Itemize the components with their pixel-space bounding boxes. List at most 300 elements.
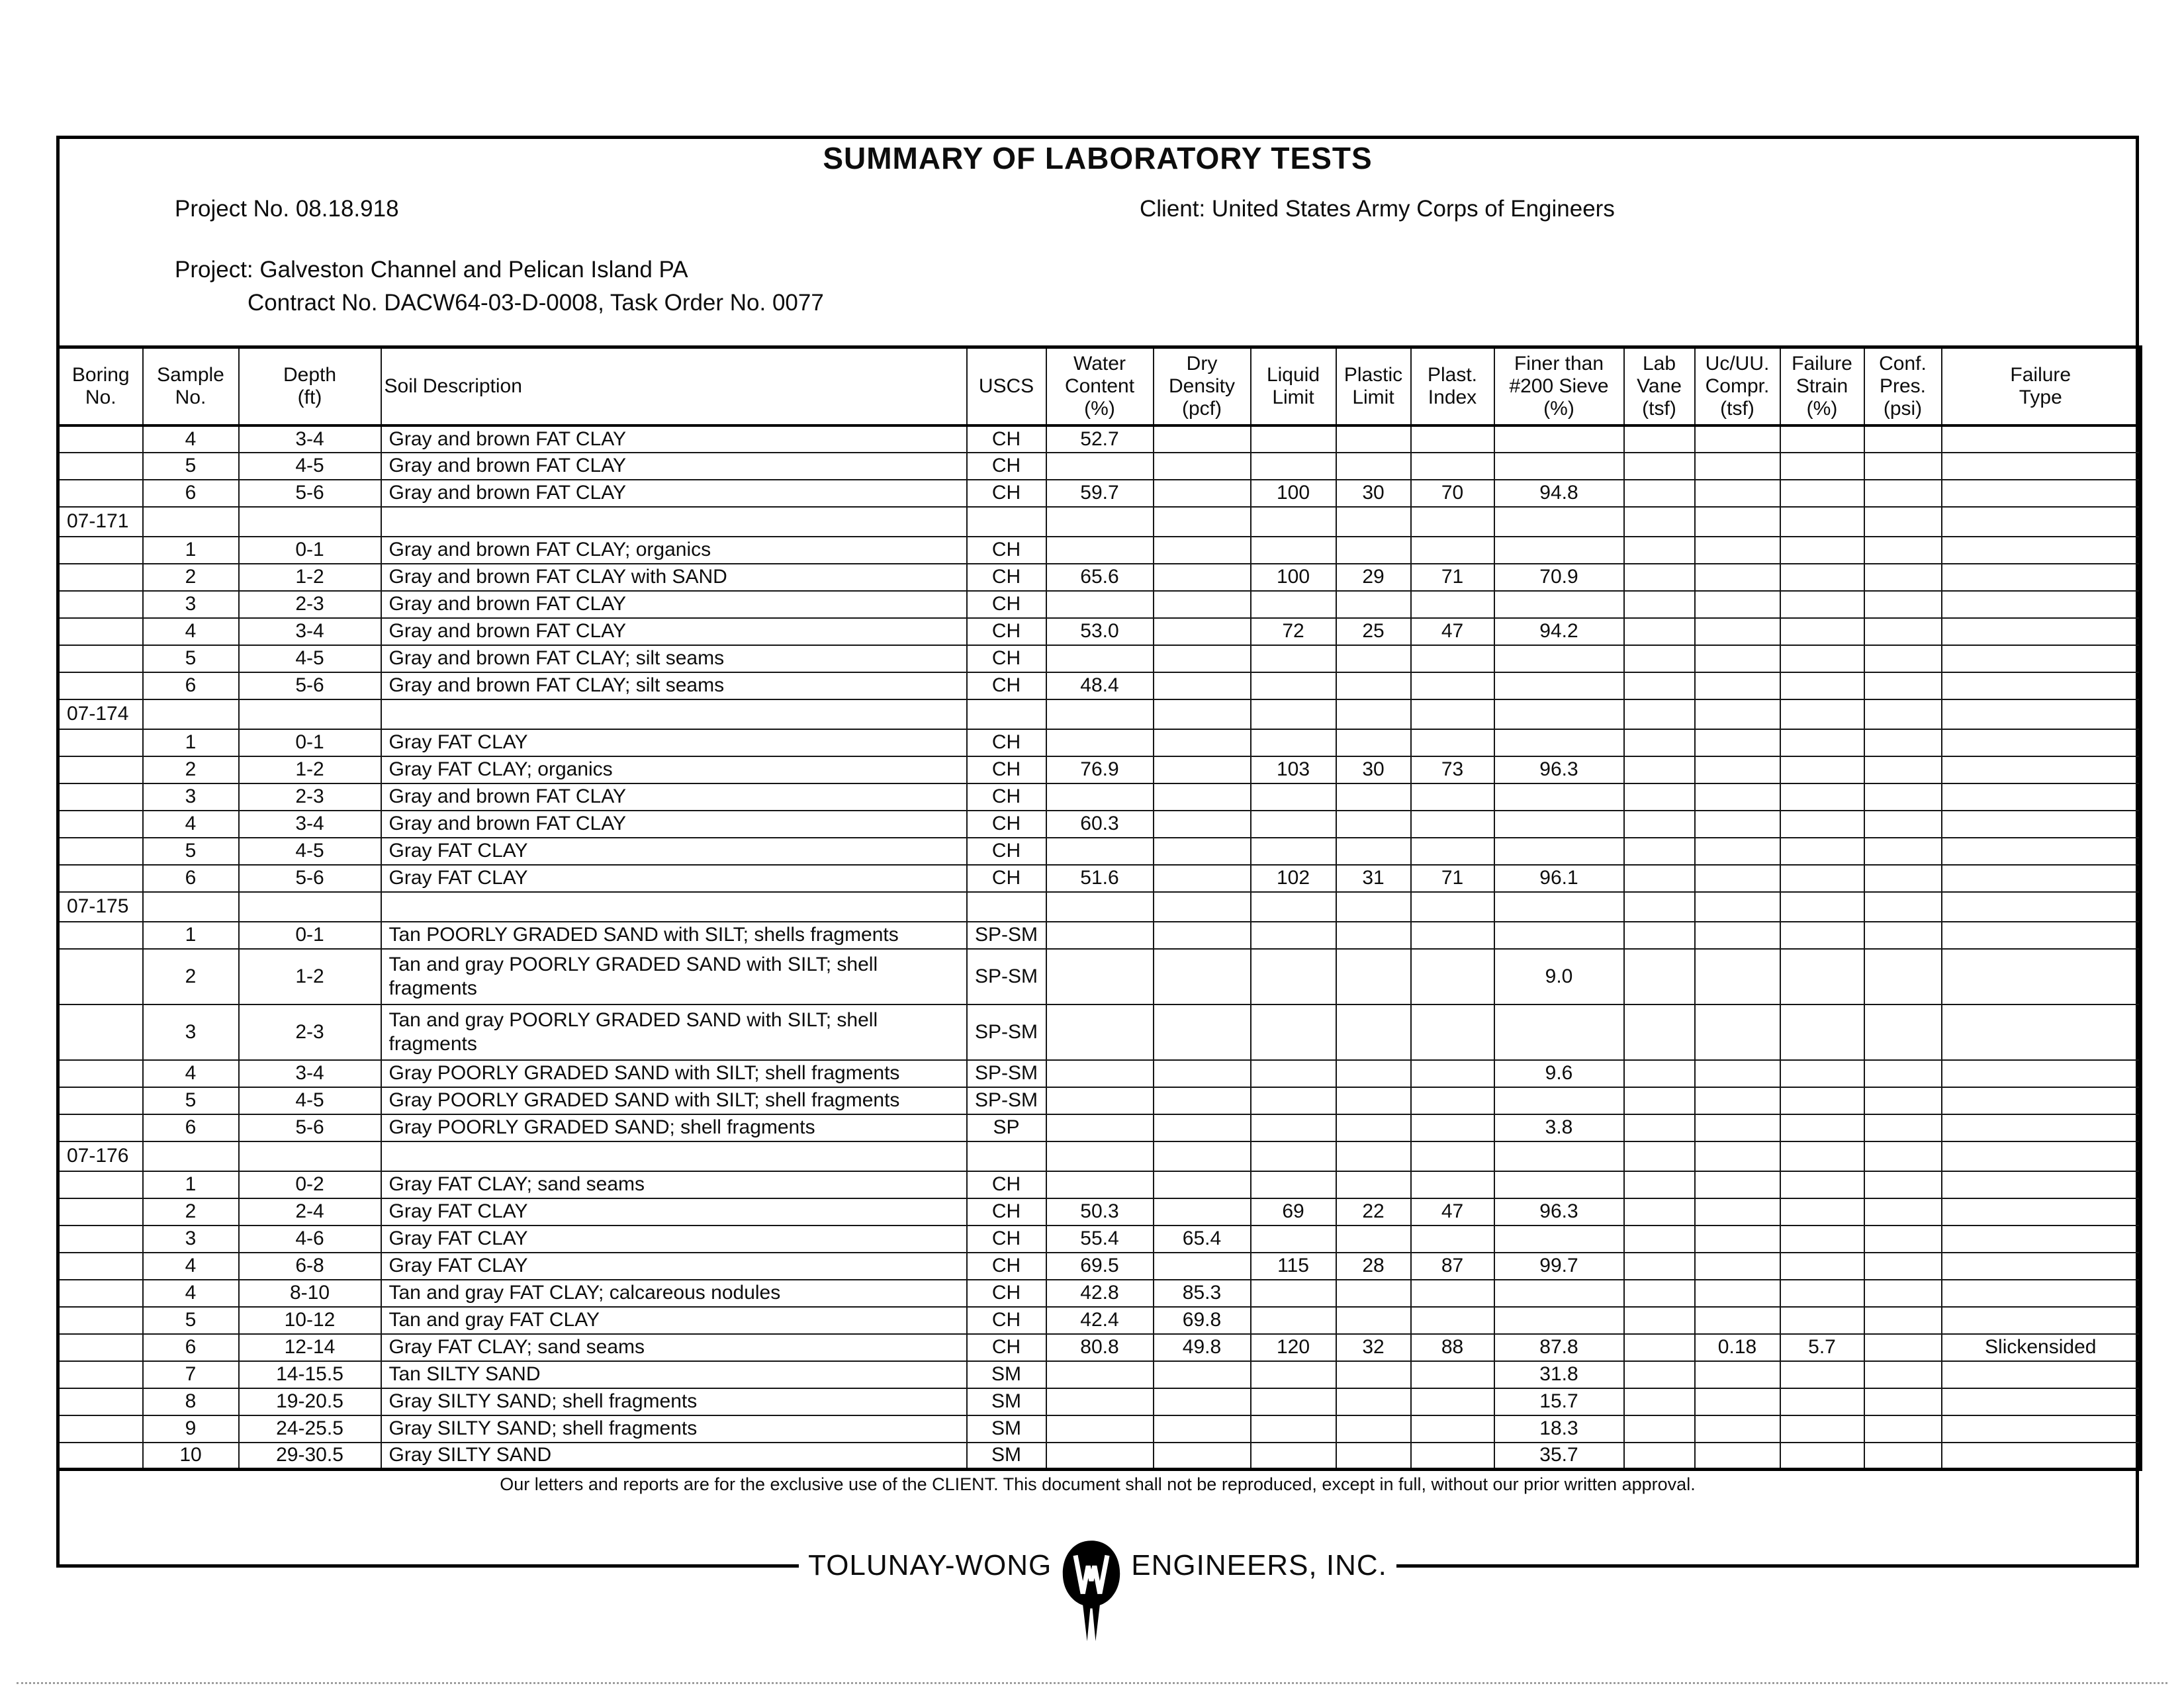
data-cell (1695, 1060, 1780, 1087)
data-cell: 22 (1336, 1198, 1411, 1226)
data-cell: 2 (143, 1198, 239, 1226)
data-cell: Gray and brown FAT CLAY (381, 591, 967, 618)
data-cell: 5 (143, 453, 239, 480)
data-cell: 0-2 (239, 1171, 381, 1198)
data-cell (1942, 892, 2141, 922)
data-cell (1864, 1443, 1942, 1470)
data-cell: 115 (1251, 1253, 1336, 1280)
data-cell (1154, 564, 1251, 591)
data-cell: 4 (143, 618, 239, 645)
data-cell (1864, 892, 1942, 922)
data-cell (1411, 591, 1494, 618)
data-cell: 31 (1336, 865, 1411, 892)
data-cell (1780, 618, 1864, 645)
data-cell: Gray FAT CLAY (381, 1253, 967, 1280)
data-cell (1154, 1361, 1251, 1388)
data-cell: 87 (1411, 1253, 1494, 1280)
data-cell (1336, 1114, 1411, 1141)
data-cell (1780, 507, 1864, 537)
data-cell (1336, 949, 1411, 1004)
data-cell (1864, 1253, 1942, 1280)
data-cell (1494, 425, 1624, 453)
data-cell: 4 (143, 1253, 239, 1280)
data-cell (1624, 618, 1695, 645)
data-cell (1624, 1226, 1695, 1253)
data-cell (1251, 949, 1336, 1004)
sample-row (58, 1307, 2141, 1334)
data-cell: 4-6 (239, 1226, 381, 1253)
data-cell (1942, 1004, 2141, 1060)
data-cell (1154, 1114, 1251, 1141)
data-cell: 31.8 (1494, 1361, 1624, 1388)
data-cell (58, 1415, 143, 1443)
data-cell (1154, 453, 1251, 480)
data-cell (1494, 1171, 1624, 1198)
data-cell (1780, 1087, 1864, 1114)
data-cell (1251, 1415, 1336, 1443)
data-cell: 73 (1411, 756, 1494, 783)
data-cell (58, 1226, 143, 1253)
boring-no-cell: 07-174 (58, 699, 143, 729)
data-cell (1942, 645, 2141, 672)
boring-separator-row (58, 1141, 2141, 1171)
data-cell (1942, 922, 2141, 949)
data-cell (1411, 453, 1494, 480)
data-cell (1624, 949, 1695, 1004)
data-cell (1780, 591, 1864, 618)
data-cell (143, 1141, 239, 1171)
data-cell (1624, 756, 1695, 783)
data-cell (1780, 1060, 1864, 1087)
boring-no-cell: 07-175 (58, 892, 143, 922)
data-cell (1695, 699, 1780, 729)
data-cell (1695, 1226, 1780, 1253)
sample-row (58, 1060, 2141, 1087)
data-cell: CH (967, 1307, 1046, 1334)
data-cell (1494, 838, 1624, 865)
data-cell (1336, 1280, 1411, 1307)
data-cell (1695, 838, 1780, 865)
data-cell: 5-6 (239, 480, 381, 507)
data-cell: 69.5 (1046, 1253, 1154, 1280)
data-cell (1411, 1307, 1494, 1334)
data-cell (1624, 507, 1695, 537)
data-cell (1780, 1307, 1864, 1334)
data-cell (58, 453, 143, 480)
data-cell: 103 (1251, 756, 1336, 783)
data-cell (1046, 922, 1154, 949)
data-cell (1864, 591, 1942, 618)
data-cell (1624, 783, 1695, 811)
header-cell: Failure Type (1942, 347, 2141, 425)
data-cell (1411, 1060, 1494, 1087)
data-cell: 29-30.5 (239, 1443, 381, 1470)
header-cell: Uc/UU. Compr. (tsf) (1695, 347, 1780, 425)
data-cell: 120 (1251, 1334, 1336, 1361)
data-cell (1154, 1443, 1251, 1470)
data-cell (58, 811, 143, 838)
data-cell: CH (967, 1171, 1046, 1198)
data-cell (1942, 537, 2141, 564)
data-cell (1695, 618, 1780, 645)
data-cell (239, 892, 381, 922)
data-cell (1864, 1087, 1942, 1114)
data-cell (1864, 1060, 1942, 1087)
data-cell: 0-1 (239, 922, 381, 949)
data-cell (1251, 1280, 1336, 1307)
data-cell (1695, 1114, 1780, 1141)
contract-line: Contract No. DACW64-03-D-0008, Task Order No. 0077 (248, 290, 824, 316)
data-cell (1154, 1198, 1251, 1226)
data-cell (1411, 1415, 1494, 1443)
data-cell (58, 618, 143, 645)
data-cell (1336, 1087, 1411, 1114)
data-cell (1624, 1334, 1695, 1361)
data-cell: 3 (143, 591, 239, 618)
data-cell: 4 (143, 1060, 239, 1087)
data-cell: Gray FAT CLAY; organics (381, 756, 967, 783)
data-cell (1336, 672, 1411, 699)
data-cell (1942, 1443, 2141, 1470)
client-line: Client: United States Army Corps of Engineers (1140, 196, 1615, 222)
data-cell: 48.4 (1046, 672, 1154, 699)
data-cell: Gray FAT CLAY (381, 838, 967, 865)
data-cell: 6 (143, 1334, 239, 1361)
data-cell: 8 (143, 1388, 239, 1415)
data-cell (1046, 1415, 1154, 1443)
data-cell (1494, 892, 1624, 922)
data-cell (1695, 537, 1780, 564)
data-cell (1780, 1443, 1864, 1470)
data-cell: CH (967, 618, 1046, 645)
data-cell (1494, 729, 1624, 756)
data-cell: Gray and brown FAT CLAY; silt seams (381, 672, 967, 699)
data-cell: 5 (143, 1087, 239, 1114)
header-cell: Boring No. (58, 347, 143, 425)
data-cell (58, 922, 143, 949)
data-cell (1251, 838, 1336, 865)
data-cell: 51.6 (1046, 865, 1154, 892)
data-cell (1864, 618, 1942, 645)
data-cell (1624, 645, 1695, 672)
data-cell (1494, 811, 1624, 838)
data-cell (1780, 729, 1864, 756)
data-cell (1251, 811, 1336, 838)
sample-row (58, 1253, 2141, 1280)
data-cell: 2 (143, 756, 239, 783)
data-cell (1780, 672, 1864, 699)
boring-separator-row (58, 699, 2141, 729)
data-cell (1780, 564, 1864, 591)
data-cell (1624, 1280, 1695, 1307)
data-cell (1046, 783, 1154, 811)
data-cell: CH (967, 480, 1046, 507)
data-cell (1154, 480, 1251, 507)
data-cell: Gray and brown FAT CLAY (381, 453, 967, 480)
data-cell (1695, 672, 1780, 699)
data-cell (1864, 480, 1942, 507)
data-cell (1780, 1141, 1864, 1171)
data-cell (1624, 1171, 1695, 1198)
data-cell (1154, 729, 1251, 756)
data-cell (1942, 729, 2141, 756)
data-cell (1695, 564, 1780, 591)
data-cell: 1 (143, 729, 239, 756)
data-cell (58, 1087, 143, 1114)
sample-row (58, 1004, 2141, 1060)
data-cell (1624, 865, 1695, 892)
data-cell: CH (967, 838, 1046, 865)
sample-row (58, 1415, 2141, 1443)
data-cell (1336, 1443, 1411, 1470)
data-cell: 4-5 (239, 1087, 381, 1114)
data-cell: Tan and gray POORLY GRADED SAND with SILT; shell fragments (381, 1004, 967, 1060)
data-cell: CH (967, 591, 1046, 618)
boring-no-cell: 07-176 (58, 1141, 143, 1171)
data-cell: 3-4 (239, 618, 381, 645)
data-cell: 9.6 (1494, 1060, 1624, 1087)
data-cell (1494, 453, 1624, 480)
data-cell (1864, 949, 1942, 1004)
data-cell (1046, 1141, 1154, 1171)
data-cell (239, 699, 381, 729)
data-cell (1780, 756, 1864, 783)
data-cell (1154, 922, 1251, 949)
data-cell: Gray SILTY SAND; shell fragments (381, 1415, 967, 1443)
data-cell (1251, 1226, 1336, 1253)
data-cell (1864, 1198, 1942, 1226)
data-cell (381, 507, 967, 537)
data-cell: Tan and gray FAT CLAY; calcareous nodules (381, 1280, 967, 1307)
data-cell: CH (967, 756, 1046, 783)
data-cell: 5.7 (1780, 1334, 1864, 1361)
data-cell: 14-15.5 (239, 1361, 381, 1388)
data-cell (1046, 645, 1154, 672)
data-cell (1864, 838, 1942, 865)
data-cell: 71 (1411, 564, 1494, 591)
footer-rule-right (1396, 1564, 2139, 1568)
data-cell: SP-SM (967, 1087, 1046, 1114)
data-cell: CH (967, 729, 1046, 756)
data-cell: 18.3 (1494, 1415, 1624, 1443)
data-cell (1336, 1307, 1411, 1334)
data-cell (1780, 865, 1864, 892)
data-cell (1864, 729, 1942, 756)
data-cell (381, 699, 967, 729)
data-cell (1624, 699, 1695, 729)
data-cell (1411, 645, 1494, 672)
data-cell (967, 1141, 1046, 1171)
data-cell: 94.8 (1494, 480, 1624, 507)
data-cell (1336, 1415, 1411, 1443)
data-cell: 3-4 (239, 1060, 381, 1087)
data-cell: CH (967, 783, 1046, 811)
data-cell: SP-SM (967, 1004, 1046, 1060)
data-cell (1780, 811, 1864, 838)
data-cell: 5-6 (239, 1114, 381, 1141)
data-cell: 9.0 (1494, 949, 1624, 1004)
data-cell (58, 1198, 143, 1226)
data-cell (58, 865, 143, 892)
data-cell (1494, 1004, 1624, 1060)
data-cell (1624, 922, 1695, 949)
data-cell (1864, 1280, 1942, 1307)
data-cell (1251, 1361, 1336, 1388)
data-cell: Gray SILTY SAND (381, 1443, 967, 1470)
data-cell (1154, 537, 1251, 564)
data-cell (1695, 949, 1780, 1004)
data-cell (143, 892, 239, 922)
data-cell (1780, 537, 1864, 564)
data-cell: 1-2 (239, 564, 381, 591)
sample-row (58, 949, 2141, 1004)
data-cell (1251, 892, 1336, 922)
data-cell: Tan and gray POORLY GRADED SAND with SILT; shell fragments (381, 949, 967, 1004)
data-cell (58, 1443, 143, 1470)
data-cell (1411, 1114, 1494, 1141)
data-cell (1864, 425, 1942, 453)
data-cell: 1-2 (239, 756, 381, 783)
header-cell: Conf. Pres. (psi) (1864, 347, 1942, 425)
data-cell (1695, 783, 1780, 811)
data-cell (1046, 838, 1154, 865)
data-cell (1942, 783, 2141, 811)
data-cell (1154, 1415, 1251, 1443)
data-cell: 1 (143, 1171, 239, 1198)
data-cell: SM (967, 1361, 1046, 1388)
data-cell (1411, 892, 1494, 922)
data-cell: Gray FAT CLAY (381, 1198, 967, 1226)
data-cell: 6-8 (239, 1253, 381, 1280)
data-cell (58, 480, 143, 507)
data-cell: CH (967, 672, 1046, 699)
data-cell (1942, 453, 2141, 480)
data-cell (1411, 1226, 1494, 1253)
data-cell: 1 (143, 537, 239, 564)
data-cell: 28 (1336, 1253, 1411, 1280)
data-cell (1336, 537, 1411, 564)
data-cell (1336, 453, 1411, 480)
header-cell: Dry Density (pcf) (1154, 347, 1251, 425)
data-cell: 49.8 (1154, 1334, 1251, 1361)
data-cell (58, 949, 143, 1004)
data-cell (1695, 811, 1780, 838)
sample-row (58, 838, 2141, 865)
data-cell: Gray FAT CLAY (381, 1226, 967, 1253)
data-cell: 2-3 (239, 783, 381, 811)
data-cell (1046, 1443, 1154, 1470)
data-cell: Gray and brown FAT CLAY (381, 783, 967, 811)
data-cell (1942, 1087, 2141, 1114)
data-cell: Gray FAT CLAY; sand seams (381, 1334, 967, 1361)
data-cell (967, 699, 1046, 729)
data-cell: 32 (1336, 1334, 1411, 1361)
data-cell (1336, 1388, 1411, 1415)
data-cell (1494, 591, 1624, 618)
data-cell (1864, 1226, 1942, 1253)
data-cell (1942, 480, 2141, 507)
data-cell: 100 (1251, 480, 1336, 507)
data-cell: Slickensided (1942, 1334, 2141, 1361)
data-cell (1624, 1443, 1695, 1470)
data-cell: 69 (1251, 1198, 1336, 1226)
data-cell (1411, 1361, 1494, 1388)
data-cell: 2-3 (239, 1004, 381, 1060)
data-cell (1624, 537, 1695, 564)
data-cell (1251, 1004, 1336, 1060)
data-cell (1864, 1141, 1942, 1171)
data-cell (1624, 564, 1695, 591)
data-cell (1864, 922, 1942, 949)
data-cell (1780, 1361, 1864, 1388)
data-cell (1494, 537, 1624, 564)
data-cell (1624, 729, 1695, 756)
data-cell (1695, 1443, 1780, 1470)
data-cell (1411, 922, 1494, 949)
header-cell: Liquid Limit (1251, 347, 1336, 425)
company-name-left: TOLUNAY-WONG (808, 1549, 1052, 1582)
data-cell (1624, 1141, 1695, 1171)
data-cell: 10-12 (239, 1307, 381, 1334)
data-cell: 71 (1411, 865, 1494, 892)
data-cell (1942, 1226, 2141, 1253)
data-cell: SM (967, 1388, 1046, 1415)
header-cell: Failure Strain (%) (1780, 347, 1864, 425)
data-cell: 99.7 (1494, 1253, 1624, 1280)
data-cell (1154, 425, 1251, 453)
data-cell (58, 1334, 143, 1361)
data-cell (58, 1253, 143, 1280)
data-cell (58, 729, 143, 756)
data-cell: CH (967, 645, 1046, 672)
data-cell (1494, 1226, 1624, 1253)
data-cell: 29 (1336, 564, 1411, 591)
data-cell: 3-4 (239, 811, 381, 838)
data-cell (1695, 480, 1780, 507)
data-cell: Tan SILTY SAND (381, 1361, 967, 1388)
data-cell (1251, 1060, 1336, 1087)
sample-row (58, 865, 2141, 892)
header-cell: Finer than #200 Sieve (%) (1494, 347, 1624, 425)
data-cell (1864, 1415, 1942, 1443)
data-cell: Gray POORLY GRADED SAND; shell fragments (381, 1114, 967, 1141)
header-row (58, 347, 2141, 425)
data-cell (1251, 1307, 1336, 1334)
data-cell (1046, 729, 1154, 756)
data-cell (1942, 1171, 2141, 1198)
data-cell (1864, 1171, 1942, 1198)
data-cell: Gray and brown FAT CLAY with SAND (381, 564, 967, 591)
data-cell (1624, 591, 1695, 618)
data-cell: 5-6 (239, 865, 381, 892)
data-cell (1336, 892, 1411, 922)
data-cell (1251, 591, 1336, 618)
data-cell: 4 (143, 1280, 239, 1307)
data-cell (1046, 1087, 1154, 1114)
data-cell (1942, 1253, 2141, 1280)
data-cell: 8-10 (239, 1280, 381, 1307)
data-cell (1336, 1171, 1411, 1198)
data-cell (1411, 1087, 1494, 1114)
data-cell: SP-SM (967, 922, 1046, 949)
data-cell (1251, 1087, 1336, 1114)
data-cell: CH (967, 1253, 1046, 1280)
data-cell (1411, 699, 1494, 729)
data-cell (1624, 1253, 1695, 1280)
data-cell: Gray and brown FAT CLAY; silt seams (381, 645, 967, 672)
sample-row (58, 1280, 2141, 1307)
data-cell (1624, 480, 1695, 507)
